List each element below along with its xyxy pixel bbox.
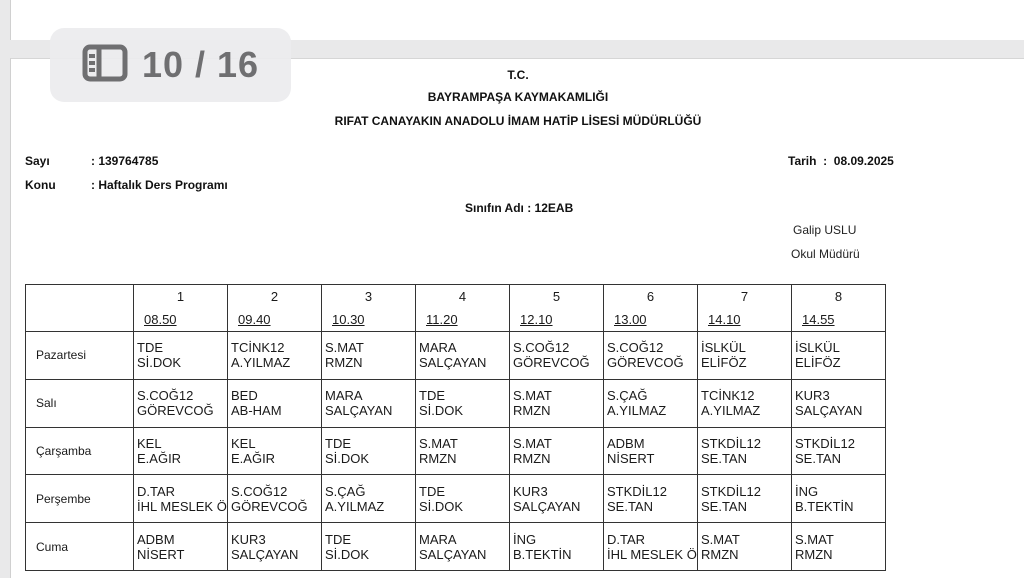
teacher-name: SALÇAYAN [513,498,581,514]
period-time: 10.30 [332,312,365,327]
lesson-cell [604,475,698,523]
lesson-code: ADBM [607,435,645,451]
lesson-code: S.MAT [701,531,740,547]
period-time: 08.50 [144,312,177,327]
teacher-name: A.YILMAZ [607,403,667,419]
lesson-code: D.TAR [137,483,176,499]
lesson-cell [416,427,510,475]
teacher-name: B.TEKTİN [795,498,854,514]
konu-label: Konu [25,178,56,192]
teacher-name: NİSERT [137,546,185,562]
lesson-code: MARA [419,531,457,547]
teacher-name: Sİ.DOK [419,498,464,514]
teacher-name: RMZN [419,450,457,466]
teacher-name: Sİ.DOK [419,403,464,419]
principal-name: Galip USLU [793,223,857,237]
page-counter-badge[interactable] [50,28,291,102]
page-counter-text: 10 / 16 [141,44,260,85]
lesson-code: S.COĞ12 [231,483,288,499]
lesson-cell [604,427,698,475]
teacher-name: SE.TAN [607,498,653,514]
date: Tarih : 08.09.2025 [788,154,894,168]
lesson-code: TDE [325,531,351,547]
lesson-code: S.MAT [513,388,552,404]
lesson-code: TCİNK12 [701,388,755,404]
lesson-cell [792,523,886,571]
lesson-cell [604,379,698,427]
day-label: Perşembe [26,475,134,523]
document-page [10,58,1024,578]
teacher-name: SE.TAN [795,450,841,466]
lesson-code: KEL [137,435,162,451]
page-thumbnail-icon [82,44,128,87]
lesson-code: STKDİL12 [701,435,761,451]
lesson-code: S.COĞ12 [137,388,194,404]
day-label: Çarşamba [26,427,134,475]
teacher-name: Sİ.DOK [325,546,370,562]
lesson-cell [134,332,228,380]
lesson-cell [322,523,416,571]
teacher-name: İHL MESLEK Ö [607,546,697,562]
sayi-value: : 139764785 [91,154,159,168]
lesson-code: S.ÇAĞ [325,483,366,499]
teacher-name: SALÇAYAN [419,355,487,371]
lesson-code: KUR3 [513,483,548,499]
lesson-code: D.TAR [607,531,646,547]
day-label: Cuma [26,523,134,571]
header-tc: T.C. [507,68,529,82]
period-number: 8 [834,289,843,304]
lesson-code: İSLKÜL [701,340,746,356]
period-time: 11.20 [426,312,458,327]
konu-value: : Haftalık Ders Programı [91,178,228,192]
teacher-name: SALÇAYAN [419,546,487,562]
period-header [416,285,510,332]
lesson-cell [510,427,604,475]
lesson-cell [698,379,792,427]
day-label: Salı [26,379,134,427]
lesson-cell [416,379,510,427]
lesson-code: TDE [137,340,163,356]
lesson-code: TDE [325,435,351,451]
lesson-cell [228,427,322,475]
period-header [510,285,604,332]
teacher-name: SALÇAYAN [325,403,393,419]
lesson-cell [604,523,698,571]
teacher-name: AB-HAM [231,403,282,419]
day-label: Pazartesi [26,332,134,380]
teacher-name: SE.TAN [701,450,747,466]
lesson-cell [228,332,322,380]
period-number: 3 [364,289,373,304]
period-time: 09.40 [238,312,271,327]
day-row [26,427,886,475]
day-row [26,379,886,427]
lesson-code: STKDİL12 [795,435,855,451]
lesson-code: İNG [795,483,819,499]
period-time: 14.10 [708,312,741,327]
teacher-name: NİSERT [607,450,655,466]
lesson-cell [134,475,228,523]
lesson-code: S.MAT [325,340,364,356]
sayi-label: Sayı [25,154,50,168]
lesson-code: KEL [231,435,256,451]
teacher-name: SALÇAYAN [231,546,299,562]
period-header [228,285,322,332]
teacher-name: RMZN [513,403,551,419]
lesson-cell [510,332,604,380]
lesson-cell [134,379,228,427]
lesson-code: S.ÇAĞ [607,388,648,404]
period-number: 2 [270,289,279,304]
lesson-cell [510,379,604,427]
lesson-cell [698,332,792,380]
lesson-cell [604,332,698,380]
teacher-name: B.TEKTİN [513,546,572,562]
lesson-code: S.MAT [513,435,552,451]
lesson-cell [510,523,604,571]
schedule-body [26,332,886,571]
lesson-code: S.COĞ12 [513,340,570,356]
teacher-name: RMZN [795,546,833,562]
teacher-name: GÖREVCOĞ [607,355,684,371]
teacher-name: GÖREVCOĞ [231,498,308,514]
day-row [26,475,886,523]
teacher-name: A.YILMAZ [231,355,291,371]
lesson-code: MARA [325,388,363,404]
lesson-code: S.MAT [795,531,834,547]
lesson-cell [322,427,416,475]
teacher-name: E.AĞIR [231,450,276,466]
lesson-cell [416,523,510,571]
lesson-cell [228,475,322,523]
period-time: 13.00 [614,312,647,327]
lesson-code: TCİNK12 [231,340,285,356]
day-row [26,523,886,571]
teacher-name: A.YILMAZ [701,403,761,419]
period-number: 5 [552,289,561,304]
lesson-cell [322,332,416,380]
teacher-name: Sİ.DOK [325,450,370,466]
header-school: RIFAT CANAYAKIN ANADOLU İMAM HATİP LİSESİ MÜDÜRLÜĞÜ [334,114,702,128]
period-header [134,285,228,332]
period-header [698,285,792,332]
lesson-cell [416,475,510,523]
period-time: 14.55 [802,312,835,327]
lesson-code: KUR3 [795,388,830,404]
teacher-name: RMZN [325,355,363,371]
lesson-cell [698,475,792,523]
principal-title: Okul Müdürü [791,247,860,261]
lesson-cell [322,475,416,523]
period-header [322,285,416,332]
teacher-name: GÖREVCOĞ [137,403,214,419]
teacher-name: E.AĞIR [137,450,182,466]
teacher-name: RMZN [513,450,551,466]
day-row [26,332,886,380]
lesson-cell [322,379,416,427]
lesson-cell [416,332,510,380]
teacher-name: ELİFÖZ [701,355,747,371]
teacher-name: İHL MESLEK Ö [137,498,227,514]
period-header [792,285,886,332]
teacher-name: ELİFÖZ [795,355,841,371]
lesson-cell [792,427,886,475]
lesson-code: İNG [513,531,537,547]
lesson-code: S.MAT [419,435,458,451]
lesson-code: KUR3 [231,531,266,547]
teacher-name: RMZN [701,546,739,562]
lesson-cell [698,427,792,475]
teacher-name: SALÇAYAN [795,403,863,419]
lesson-code: TDE [419,483,445,499]
period-number: 4 [458,289,467,304]
period-number: 7 [740,289,749,304]
lesson-cell [698,523,792,571]
corner-cell [26,285,134,332]
period-header [604,285,698,332]
lesson-code: ADBM [137,531,175,547]
lesson-cell [228,379,322,427]
period-header-row [26,285,886,332]
period-time: 12.10 [520,312,553,327]
lesson-cell [792,475,886,523]
teacher-name: A.YILMAZ [325,498,385,514]
lesson-cell [134,427,228,475]
teacher-name: SE.TAN [701,498,747,514]
lesson-code: STKDİL12 [701,483,761,499]
lesson-cell [228,523,322,571]
schedule-table [25,284,886,571]
lesson-code: TDE [419,388,445,404]
lesson-cell [792,332,886,380]
lesson-code: S.COĞ12 [607,340,664,356]
period-number: 6 [646,289,655,304]
teacher-name: GÖREVCOĞ [513,355,590,371]
period-number: 1 [176,289,185,304]
lesson-code: BED [231,388,258,404]
lesson-code: İSLKÜL [795,340,840,356]
lesson-cell [134,523,228,571]
class-name: Sınıfın Adı : 12EAB [465,201,574,215]
header-district: BAYRAMPAŞA KAYMAKAMLIĞI [427,90,609,104]
lesson-cell [510,475,604,523]
lesson-code: STKDİL12 [607,483,667,499]
lesson-code: MARA [419,340,457,356]
teacher-name: Sİ.DOK [137,355,182,371]
lesson-cell [792,379,886,427]
